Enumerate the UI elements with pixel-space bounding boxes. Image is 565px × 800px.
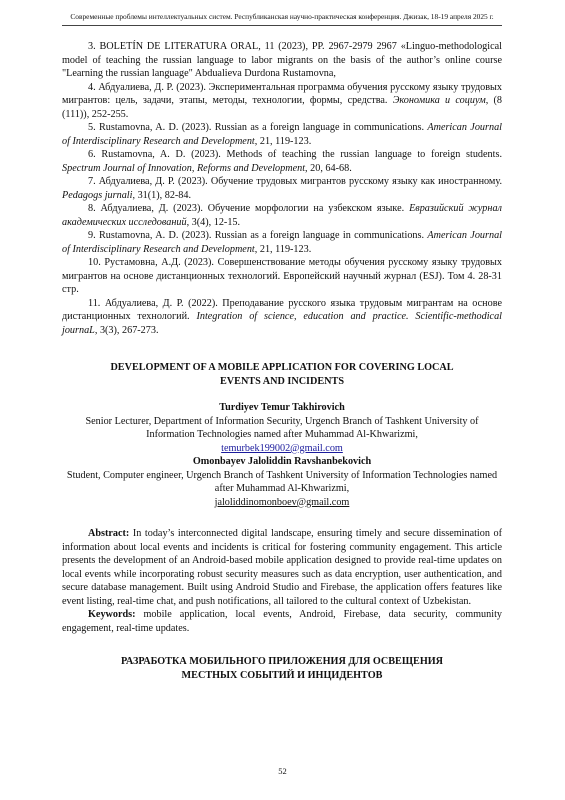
author-affiliation: Student, Computer engineer, Urgench Branch of Tashkent University of Information Technologies named after Muhammad Al-Khwarizmi, bbox=[66, 469, 498, 494]
reference-item: 7. Абдуалиева, Д. Р. (2023). Обучение трудовых мигрантов русскому языку как иностранному. Pedagogs jurnali, 31(1), 82-84. bbox=[62, 176, 502, 201]
abstract-section bbox=[62, 527, 502, 635]
reference-item: 6. Rustamovna, A. D. (2023). Methods of teaching the russian language to foreign students. Spectrum Journal of Innovation, Reforms and Development, 20, 64-68. bbox=[62, 149, 502, 174]
russian-title: РАЗРАБОТКА МОБИЛЬНОГО ПРИЛОЖЕНИЯ ДЛЯ ОСВЕЩЕНИЯ МЕСТНЫХ СОБЫТИЙ И ИНЦИДЕНТОВ bbox=[120, 656, 444, 681]
header-divider bbox=[62, 25, 502, 26]
abstract bbox=[62, 527, 502, 608]
abstract-text: In today’s interconnected digital landscape, ensuring timely and secure dissemination of information about local events and incidents is critical for fostering community engagement. This article presents the development of an Android-based mobile application designed to provide real-time updates on local events while incorporating robust security measures such as data encryption, user authentication, and secure database management. Built using Android Studio and Firebase, the application offers features like event listing, real-time chat, and push notifications, all tailored to the cultural context of Uzbekistan. bbox=[62, 528, 502, 607]
reference-list bbox=[62, 40, 502, 337]
page-number: 52 bbox=[278, 766, 287, 776]
reference-item: 5. Rustamovna, A. D. (2023). Russian as a foreign language in communications. American Journal of Interdisciplinary Research and Development, 21, 119-123. bbox=[62, 122, 502, 147]
author-name: Omonbayev Jaloliddin Ravshanbekovich bbox=[192, 456, 372, 467]
reference-item: 3. BOLETÍN DE LITERATURA ORAL, 11 (2023), PP. 2967-2979 2967 «Linguo-methodological model of teaching the russian language to labor migrants on the basis of the author’s online course "Learning the russian language" Abdualieva Durdona Rustamovna, bbox=[62, 41, 502, 79]
author-block bbox=[62, 401, 502, 509]
reference-item: 11. Абдуалиева, Д. Р. (2022). Преподавание русского языка трудовым мигрантам на основе дистанционных технологий. Integration of science, education and practice. Scientific-methodical journaL, 3(3), 267-273. bbox=[62, 297, 502, 336]
keywords-label: Keywords: bbox=[88, 609, 136, 620]
page-content bbox=[62, 40, 502, 683]
abstract-label: Abstract: bbox=[88, 528, 130, 539]
reference-item: 4. Абдуалиева, Д. Р. (2023). Экспериментальная программа обучения русскому языку трудовых мигрантов: цель, задачи, этапы, методы, технологии, формы, средства. Экономика и социум, (8 (111)), 252-255. bbox=[62, 81, 502, 120]
keywords-text: mobile application, local events, Android, Firebase, data security, community engagement, real-time updates. bbox=[62, 609, 502, 634]
author-affiliation: Senior Lecturer, Department of Information Security, Urgench Branch of Tashkent University of Information Technologies named after Muhammad Al-Khwarizmi, bbox=[85, 415, 479, 440]
reference-item: 10. Рустамовна, А.Д. (2023). Совершенствование методы обучения русскому языку трудовых мигрантов на основе дистанционных технологий. Европейский научный журнал (ESJ). Том 4. 28-31 стр. bbox=[62, 257, 502, 295]
reference-item: 9. Rustamovna, A. D. (2023). Russian as a foreign language in communications. American Journal of Interdisciplinary Research and Development, 21, 119-123. bbox=[62, 230, 502, 255]
author-name: Turdiyev Temur Takhirovich bbox=[219, 402, 345, 413]
article-title: DEVELOPMENT OF A MOBILE APPLICATION FOR COVERING LOCAL EVENTS AND INCIDENTS bbox=[110, 362, 454, 387]
author-email-link[interactable]: temurbek199002@gmail.com bbox=[221, 442, 343, 454]
keywords bbox=[62, 608, 502, 635]
author-email: jaloliddinomonboev@gmail.com bbox=[214, 496, 350, 508]
running-header: Современные проблемы интеллектуальных систем. Республиканская научно-практическая конференция. Джизак, 18-19 апреля 2025 г. bbox=[70, 12, 494, 21]
reference-item: 8. Абдуалиева, Д. (2023). Обучение морфологии на узбекском языке. Евразийский журнал академических исследований, 3(4), 12-15. bbox=[62, 203, 502, 228]
